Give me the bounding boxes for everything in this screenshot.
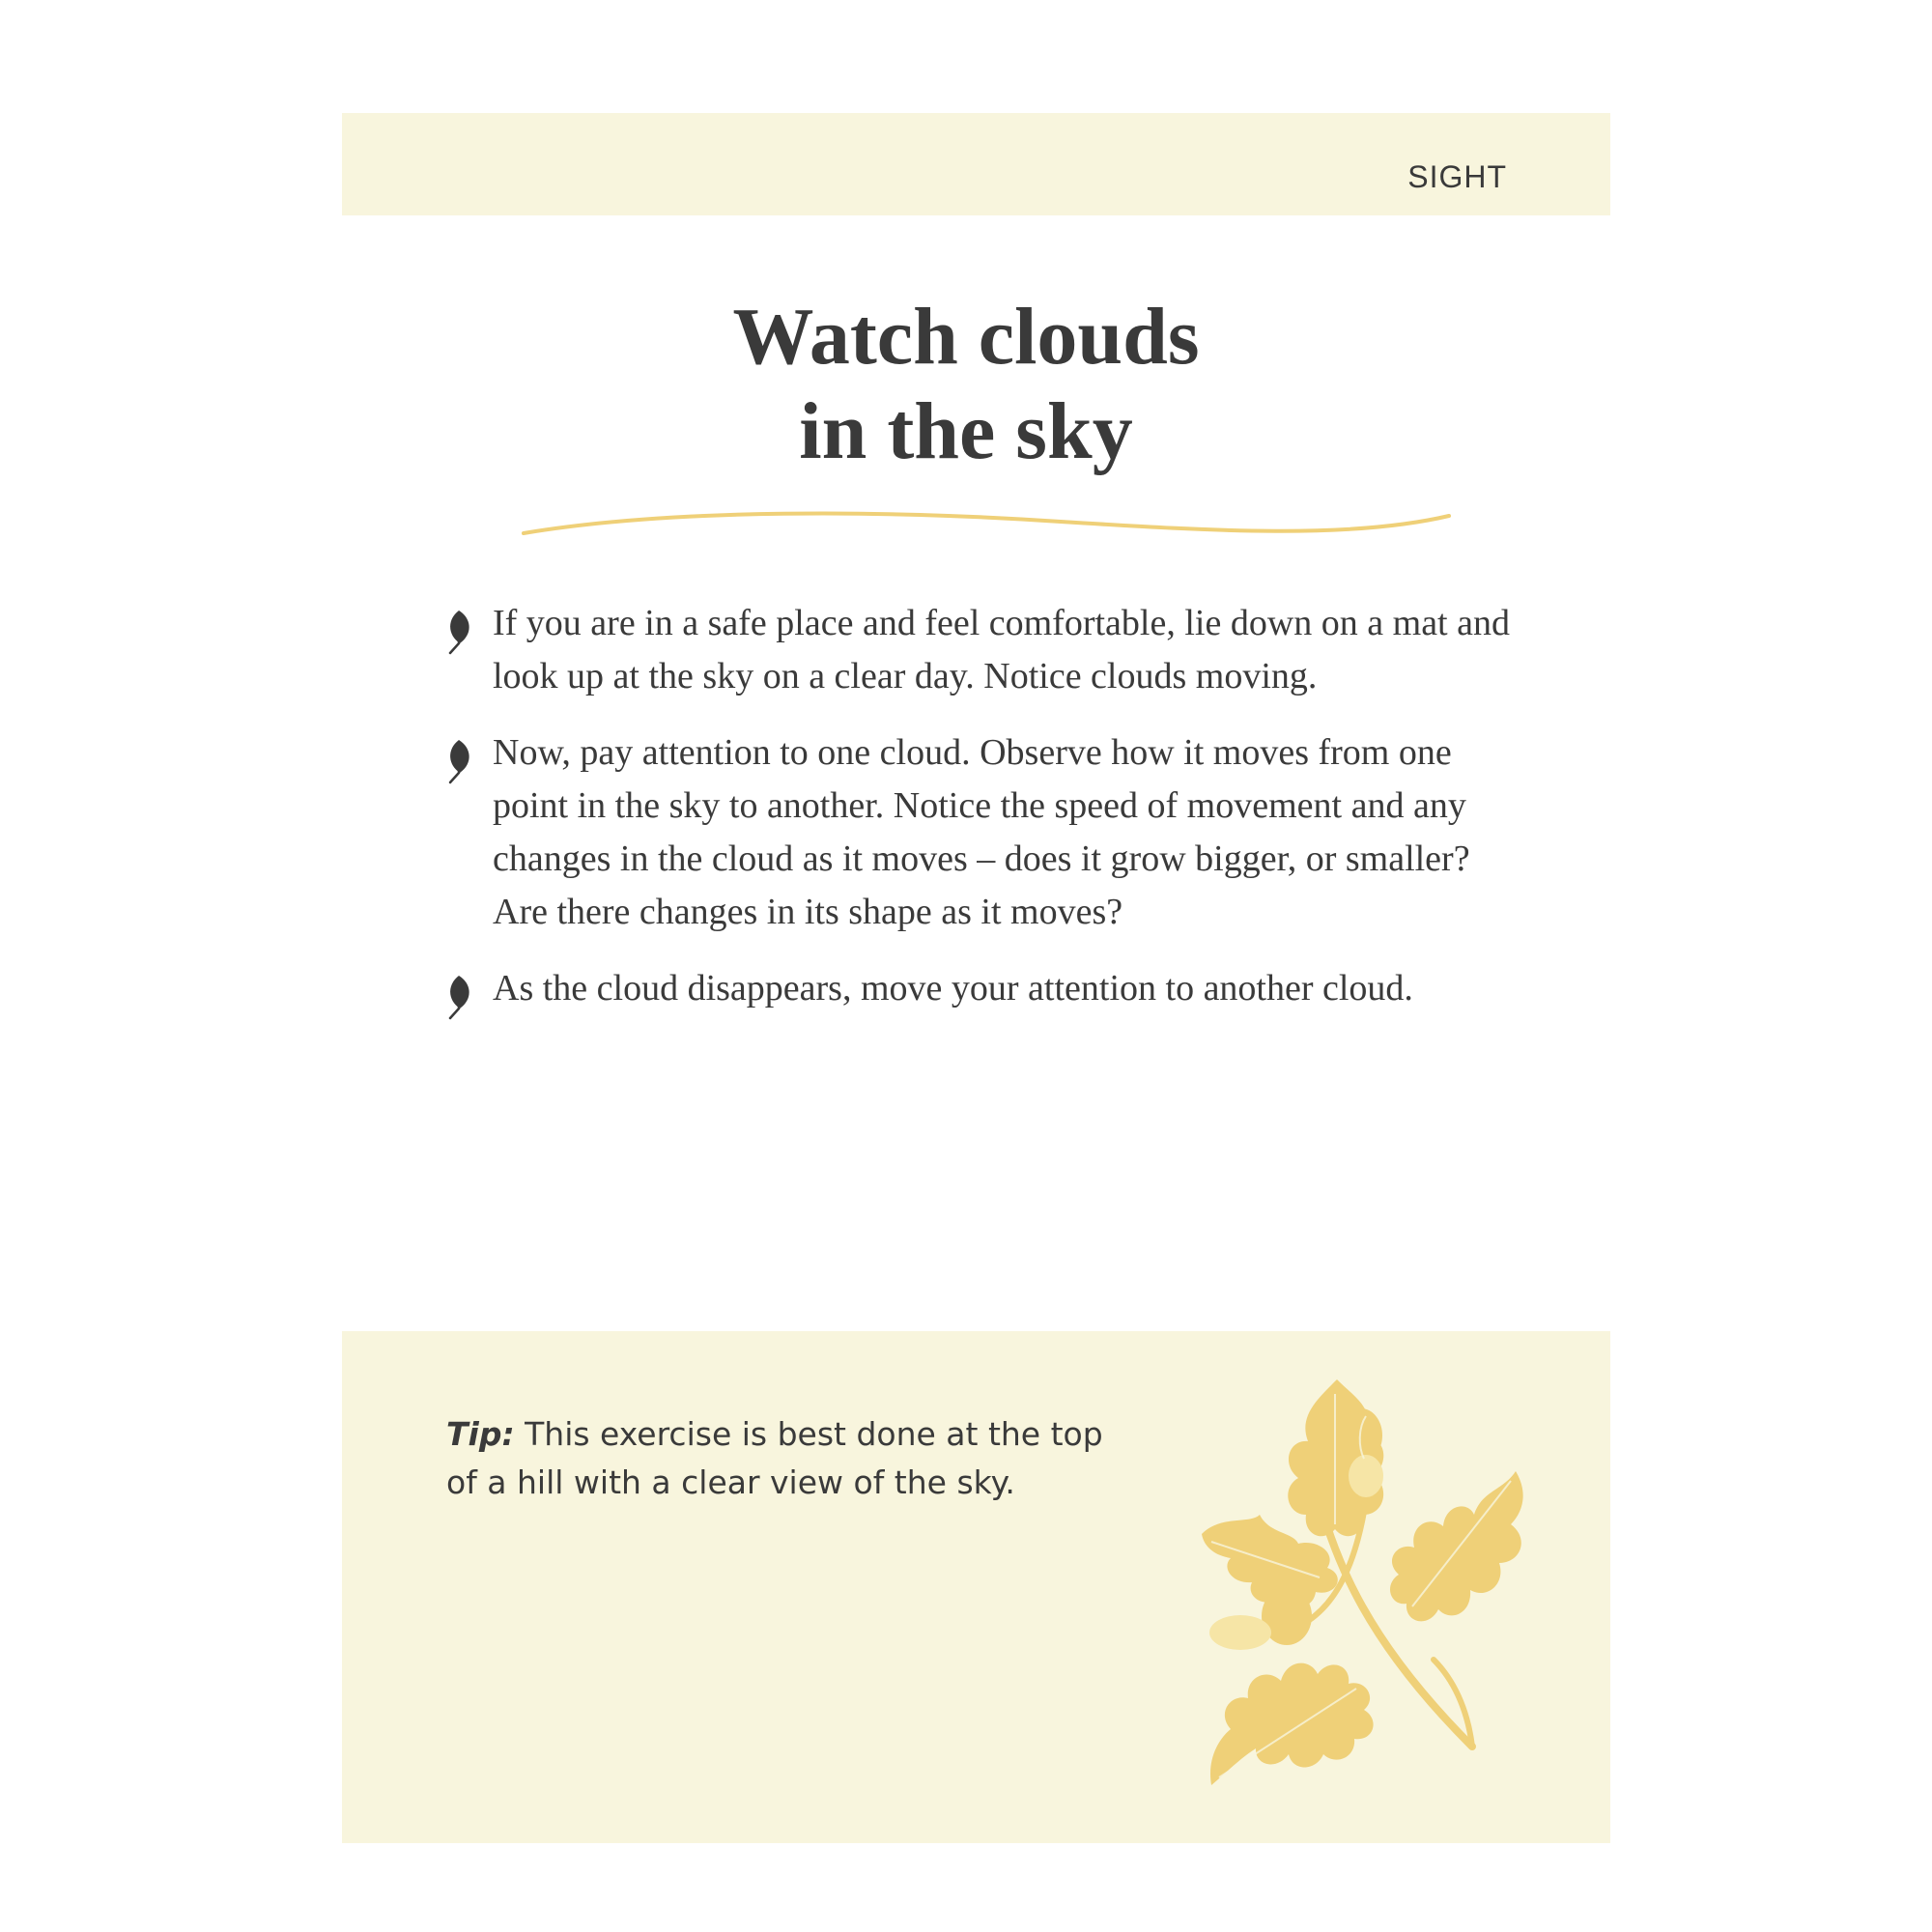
list-item xyxy=(442,726,1515,939)
list-item-text: Now, pay attention to one cloud. Observe how it moves from one point in the sky to another. Notice the speed of movement and any changes in the cloud as it moves – does it grow bigger, or smaller? Are there changes in its shape as it moves? xyxy=(493,732,1470,932)
title-line-1: Watch clouds xyxy=(732,292,1200,382)
page-title xyxy=(0,290,1932,479)
section-label: SIGHT xyxy=(1407,159,1507,194)
list-item-text: If you are in a safe place and feel comfortable, lie down on a mat and look up at the sky on a clear day. Notice clouds moving. xyxy=(493,603,1510,696)
tip-body: This exercise is best done at the top of a hill with a clear view of the sky. xyxy=(446,1415,1103,1501)
leaf-icon xyxy=(442,736,475,784)
tip-label: Tip: xyxy=(446,1415,515,1453)
leaf-icon xyxy=(442,607,475,655)
title-line-2: in the sky xyxy=(799,386,1133,476)
instruction-list xyxy=(442,597,1515,1038)
leaf-icon xyxy=(442,972,475,1020)
header-band xyxy=(342,113,1610,215)
list-item xyxy=(442,597,1515,703)
list-item-text: As the cloud disappears, move your attention to another cloud. xyxy=(493,968,1413,1009)
oak-leaves-acorns-illustration xyxy=(1192,1370,1540,1795)
tip-box xyxy=(342,1331,1610,1843)
list-item xyxy=(442,962,1515,1015)
underline-swash xyxy=(520,502,1453,541)
tip-text xyxy=(446,1410,1122,1507)
